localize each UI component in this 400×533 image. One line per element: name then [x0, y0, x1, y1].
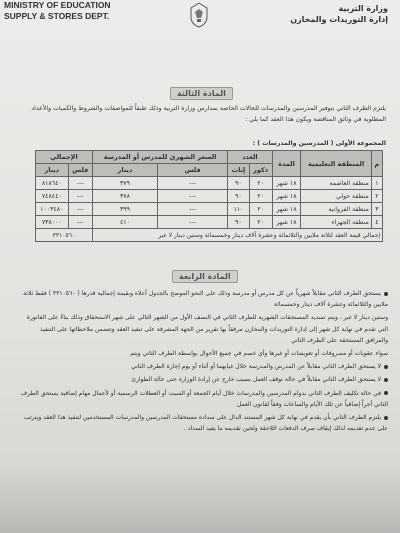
cell-fils: ---: [158, 216, 228, 229]
cell-region: منطقة الفروانية: [301, 203, 371, 216]
col-period: المدة: [272, 151, 301, 177]
total-in-words: إجمالي قيمة العقد لثلاثة ملايين والثلاثمائة وعشرة آلاف دينار وخمسمائة وستين دينار لا غير: [92, 229, 382, 242]
cell-fils: ---: [158, 190, 228, 203]
ministry-header-ar: [290, 3, 388, 25]
cell-female: ٩٠: [228, 190, 249, 203]
cell-number: ٤: [371, 216, 382, 229]
col-number: م: [371, 151, 382, 177]
cell-total-dinar: ١٠٠٣٤٨٠: [36, 203, 69, 216]
ministry-name-en: MINISTRY OF EDUCATION: [4, 0, 111, 10]
cell-period: ١٨ شهر: [272, 216, 301, 229]
sub-dinar: دينار: [92, 164, 157, 177]
cell-number: ١: [371, 177, 382, 190]
article-three-title: المادة الثالثة: [170, 87, 233, 100]
table-total-row: [36, 229, 383, 242]
cell-male: ٢٠: [249, 190, 272, 203]
pricing-table: [35, 150, 383, 242]
table-header-row: [36, 151, 383, 164]
col-total: الإجمالي: [36, 151, 93, 164]
cell-region: منطقة الجهراء: [301, 216, 371, 229]
para-text: يلتزم الطرف الثاني بأن يقدم في نهاية كل شهر المستند الدال على سداده مستحقات المدرسين والمدرسات المستخدمين لتنفيذ هذا العقد ويترتب على عدم تقديمه لذلك إيقاف صرف الدفعات اللاحقة ولحين تقديمه ما يفيد السداد .: [24, 414, 388, 433]
cell-dinar: ٣٩٩: [92, 203, 157, 216]
cell-dinar: ٣٧٩: [92, 177, 157, 190]
article-four-para: [16, 388, 388, 410]
bullet-icon: [384, 378, 388, 382]
ministry-header-en: [4, 0, 111, 22]
article-four-para: [16, 412, 388, 434]
sub-female: إناث: [228, 164, 249, 177]
article-four-para: [16, 312, 388, 346]
cell-total-fils: ---: [68, 216, 92, 229]
article-four-body: [16, 288, 388, 436]
sub-male: ذكور: [249, 164, 272, 177]
ministry-name-ar: وزارة التربية: [338, 4, 388, 13]
cell-total-dinar: ٧٤٨٤٤٠: [36, 190, 69, 203]
article-three-intro: يلتزم الطرف الثاني بتوفير المدرسين والمدرسات للحالات الخاصة بمدارس وزارة التربية وذلك طبقاً للمواصفات والشروط والكميات والأعداد المطلوبة في وثائق المناقصة ويكون هذا العقد كما يلي :: [31, 105, 386, 123]
cell-total-dinar: ٧٣٨٠٠٠: [36, 216, 69, 229]
state-emblem-icon: [188, 2, 210, 28]
cell-period: ١٨ شهر: [272, 177, 301, 190]
bullet-icon: [384, 416, 388, 420]
cell-total-fils: ---: [68, 203, 92, 216]
cell-fils: ---: [158, 203, 228, 216]
article-four-para: [16, 348, 388, 359]
cell-region: منطقة العاصمة: [301, 177, 371, 190]
para-text: سواء عقوبات أو مصروفات أو تعويضات أو غيرها وأي خصم في جميع الأحوال بواسطة الطرف الثاني ويتم: [130, 350, 388, 358]
sub-fils: فلس: [158, 164, 228, 177]
cell-number: ٢: [371, 190, 382, 203]
group-one-label: المجموعة الأولى ( المدرسين والمدرسات ) :: [252, 140, 386, 147]
col-monthly-price: السعر الشهري للمدرس أو المدرسة: [92, 151, 227, 164]
total-value: ٣٣١٠٥٦٠: [36, 229, 93, 242]
cell-dinar: ٤١٠: [92, 216, 157, 229]
sub-total-dinar: دينار: [36, 164, 69, 177]
sub-total-fils: فلس: [68, 164, 92, 177]
cell-total-fils: ---: [68, 190, 92, 203]
cell-male: ٢٠: [249, 177, 272, 190]
article-four-para: [16, 374, 388, 385]
para-text: لا يستحق الطرف الثاني مقابلاً في حالة توقف العمل بسبب خارج عن إرادة الوزارة حتى حالة الطوارئ: [131, 376, 381, 384]
para-text: لا يستحق الطرف الثاني مقابلاً عن المدرس والمدرسة خلال غيابهما أو أثناء أو يوم إجازة الطرف الثاني: [131, 363, 381, 371]
table-row: [36, 190, 383, 203]
cell-dinar: ٣٧٨: [92, 190, 157, 203]
cell-female: ٩٠: [228, 216, 249, 229]
department-name-ar: إدارة التوريدات والمخازن: [290, 15, 388, 24]
article-four-title: المادة الرابعة: [172, 270, 238, 283]
cell-region: منطقة حولي: [301, 190, 371, 203]
col-region: المنطقة التعليمية: [301, 151, 371, 177]
department-name-en: SUPPLY & STORES DEPT.: [4, 11, 110, 21]
cell-male: ٢٠: [249, 216, 272, 229]
cell-fils: ---: [158, 177, 228, 190]
cell-female: ٩٠: [228, 177, 249, 190]
scan-shadow: [0, 463, 400, 533]
para-text: يستحق الطرف الثاني مقابلاً شهرياً عن كل مدرس أو مدرسة وذلك على النحو الموضح بالجدول أعلاه وبقيمة إجمالية قدرها ( ٣٣١٠٥٦٠ ) فقط ثلاثة ملايين والثلاثمائة وعشرة آلاف دينار وخمسمائة: [23, 290, 388, 309]
bullet-icon: [384, 391, 388, 395]
para-text: في حالة تكليف الطرف الثاني بدوام المدرسين والمدرسات خلال أيام الجمعة أو السبت أو العطلات الرسمية أو لأعمال مهام إضافية يستحق الطرف الثاني أجراً إضافياً عن تلك الأيام والساعات وفقاً لقانون العمل: [20, 389, 388, 408]
cell-total-fils: ---: [68, 177, 92, 190]
cell-female: ١١٠: [228, 203, 249, 216]
cell-number: ٣: [371, 203, 382, 216]
col-count: العدد: [228, 151, 272, 164]
article-four-para: [16, 361, 388, 372]
cell-period: ١٨ شهر: [272, 190, 301, 203]
cell-period: ١٨ شهر: [272, 203, 301, 216]
cell-male: ٢٠: [249, 203, 272, 216]
table-row: [36, 177, 383, 190]
table-row: [36, 203, 383, 216]
cell-total-dinar: ٨١٨٦٤٠: [36, 177, 69, 190]
table-row: [36, 216, 383, 229]
bullet-icon: [384, 292, 388, 296]
article-four-para: [16, 288, 388, 310]
para-text: وستين دينار لا غير ، ويتم تسديد المستحقات الشهرية للطرف الثاني في النصف الأول من الشهر التالي على شهر الاستحقاق وذلك بناءً على الفاتورة التي تقدم في نهاية كل شهر إلى إدارة التوريدات والمخازن مرفقاً بها تقرير من الجهة المشرفة على تنفيذ العقد وتتضمن ملاحظاتها على التنفيذ والمرافق المستحقة على الطرف الثاني: [26, 314, 388, 344]
bullet-icon: [384, 365, 388, 369]
